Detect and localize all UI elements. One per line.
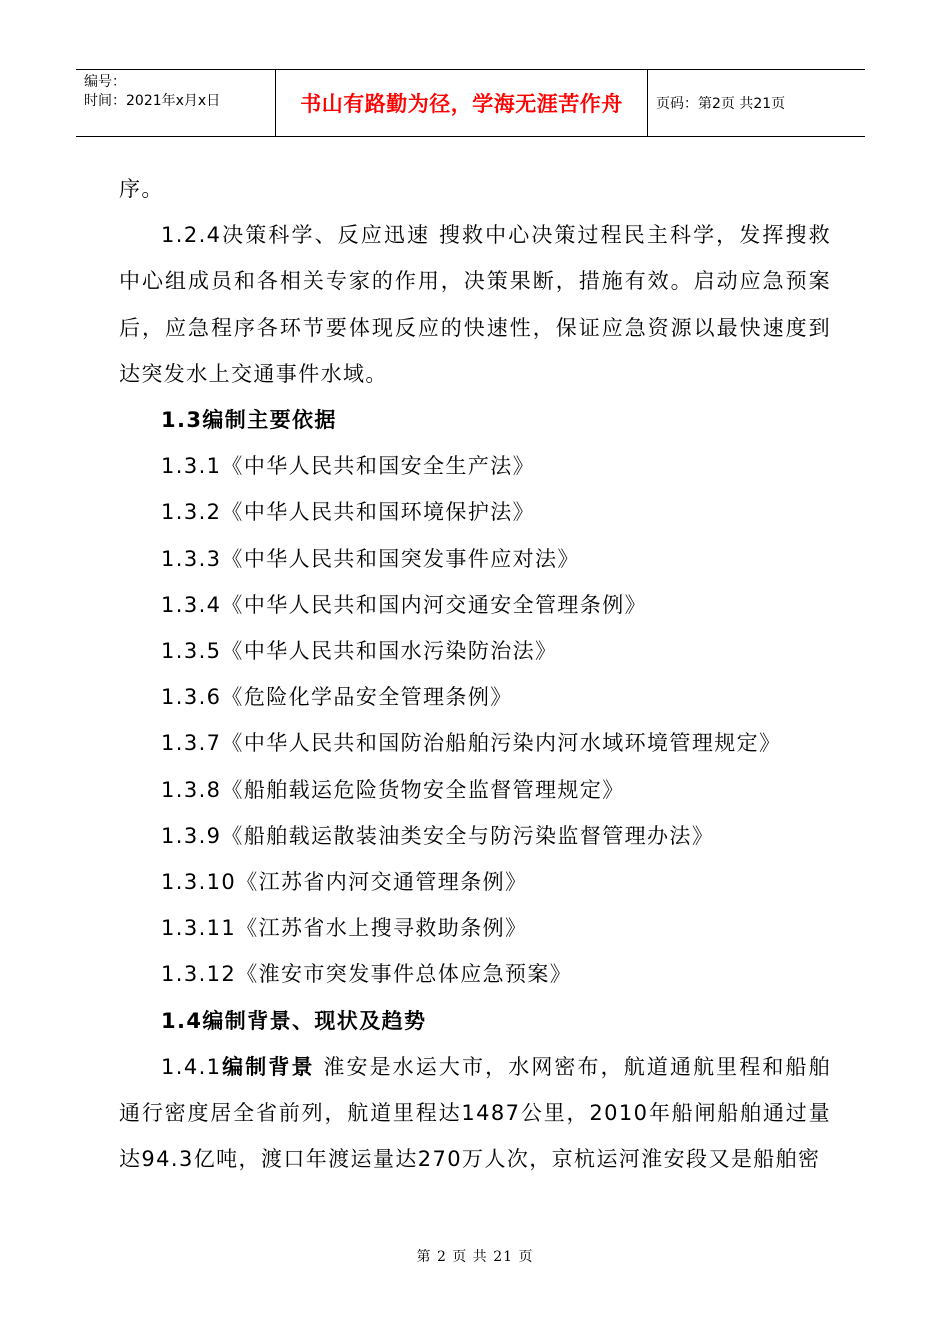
law-item: 1.3.3《中华人民共和国突发事件应对法》 bbox=[161, 546, 580, 571]
paragraph bbox=[119, 1044, 831, 1183]
paragraph-lead: 编制背景 bbox=[221, 1054, 315, 1079]
section-heading: 1.3编制主要依据 bbox=[161, 408, 337, 433]
page-footer: 第 2 页 共 21 页 bbox=[416, 1249, 534, 1265]
law-item: 1.3.1《中华人民共和国安全生产法》 bbox=[161, 454, 536, 479]
law-item: 1.3.5《中华人民共和国水污染防治法》 bbox=[161, 639, 558, 664]
document-body bbox=[119, 166, 831, 1182]
law-item: 1.3.4《中华人民共和国内河交通安全管理条例》 bbox=[161, 592, 648, 617]
document-number-label: 编号： bbox=[84, 74, 126, 90]
law-item: 1.3.7《中华人民共和国防治船舶污染内河水域环境管理规定》 bbox=[161, 731, 782, 756]
document-date: 时间：2021年x月x日 bbox=[84, 93, 221, 109]
law-item: 1.3.11《江苏省水上搜寻救助条例》 bbox=[161, 916, 528, 941]
paragraph-number: 1.4.1 bbox=[161, 1054, 222, 1079]
header-motto: 书山有路勤为径，学海无涯苦作舟 bbox=[276, 70, 648, 136]
header-page-info: 页码：第2页 共21页 bbox=[656, 96, 786, 112]
header-meta bbox=[76, 70, 276, 136]
paragraph: 1.2.4决策科学、反应迅速 搜救中心决策过程民主科学，发挥搜救中心组成员和各相关专家的作用，决策果断，措施有效。启动应急预案后，应急程序各环节要体现反应的快速性，保证应急资源以最快速度到达突发水上交通事件水域。 bbox=[119, 223, 831, 386]
law-item: 1.3.8《船舶载运危险货物安全监督管理规定》 bbox=[161, 777, 625, 802]
law-item: 1.3.2《中华人民共和国环境保护法》 bbox=[161, 500, 536, 525]
section-heading: 1.4编制背景、现状及趋势 bbox=[161, 1008, 427, 1033]
law-item: 1.3.12《淮安市突发事件总体应急预案》 bbox=[161, 962, 573, 987]
law-item: 1.3.6《危险化学品安全管理条例》 bbox=[161, 685, 513, 710]
paragraph-text: 淮安是水运大市，水网密布，航道通航里程和船舶通行密度居全省前列，航道里程达1487公里，2010年船闸船舶通过量达94.3亿吨，渡口年渡运量达270万人次，京杭运河淮安段又是船舶密 bbox=[119, 1054, 831, 1172]
paragraph: 序。 bbox=[119, 177, 164, 201]
page-header bbox=[76, 69, 865, 137]
law-item: 1.3.9《船舶载运散装油类安全与防污染监督管理办法》 bbox=[161, 823, 715, 848]
law-item: 1.3.10《江苏省内河交通管理条例》 bbox=[161, 870, 528, 895]
